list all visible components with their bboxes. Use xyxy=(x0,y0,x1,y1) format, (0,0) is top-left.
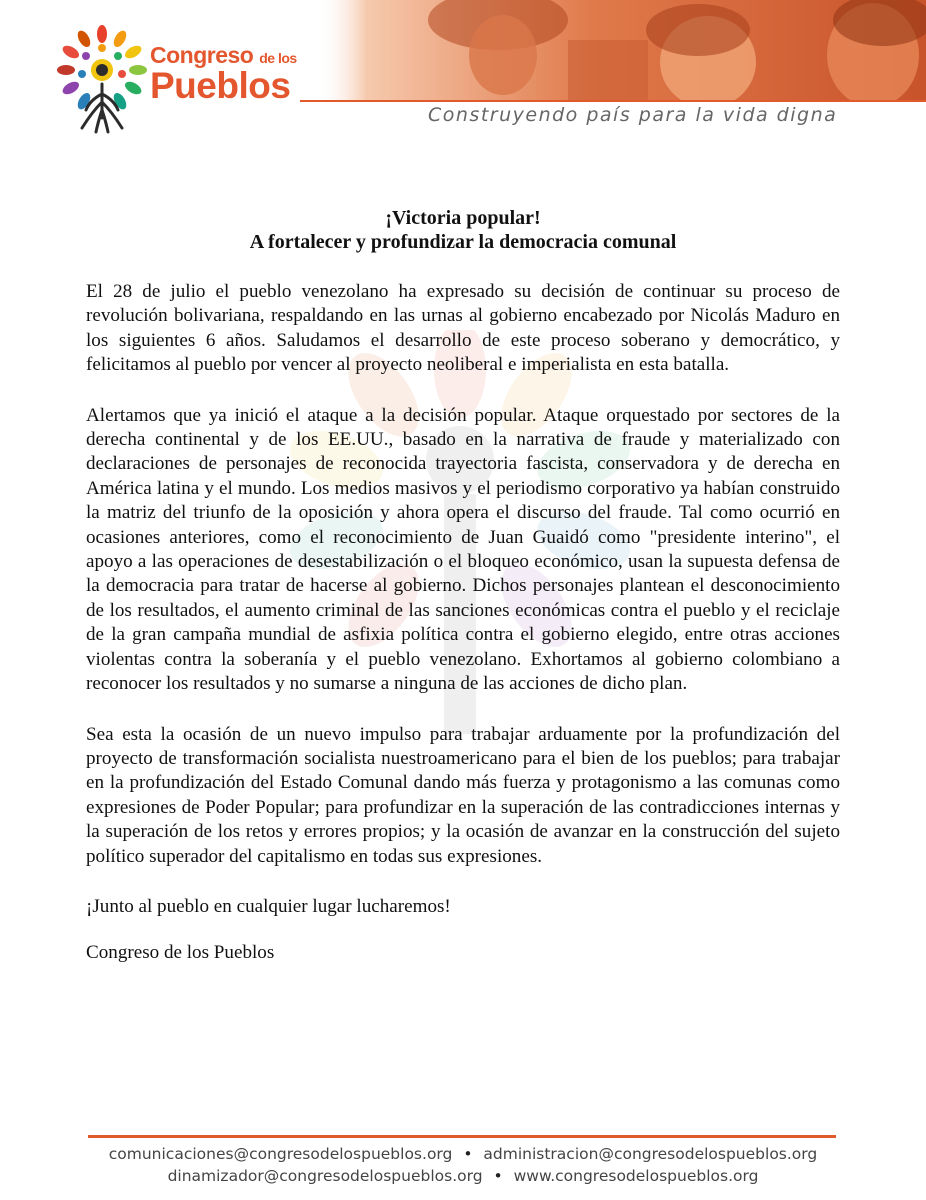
email-link[interactable]: administracion@congresodelospueblos.org xyxy=(483,1145,818,1163)
closing-line: ¡Junto al pueblo en cualquier lugar lucharemos! xyxy=(86,895,451,917)
footer-contacts xyxy=(0,1143,926,1187)
footer-rule xyxy=(88,1135,836,1138)
letter-body xyxy=(86,206,840,966)
separator: • xyxy=(463,1145,473,1163)
paragraph: Alertamos que ya inició el ataque a la decisión popular. Ataque orquestado por sectores de la derecha continental y de los EE.UU., basado en la narrativa de fraude y materializado con declaraciones de personajes de reconocida trayectoria fascista, conservadora y de derecha en América latina y el mundo. Los medios masivos y el periodismo corporativo ya habían construido la matriz del triunfo de la oposición y ahora opera el discurso del fraude. Tal como ocurrió en ocasiones anteriores, como el reconocimiento de Juan Guaidó como "presidente interino", el apoyo a las operaciones de desestabilización o el bloqueo económico, usan la supuesta defensa de la democracia para tratar de hacerse al gobierno. Dichos personajes plantean el desconocimiento de los resultados, el aumento criminal de las sanciones económicas contra el pueblo y el reciclaje de la gran campaña mundial de asfixia política contra el gobierno elegido, entre otras acciones violentas contra la soberanía y el pueblo venezolano. Exhortamos al gobierno colombiano a reconocer los resultados y no sumarse a ninguna de las acciones de dicho plan. xyxy=(86,404,840,695)
photo-banner-image xyxy=(318,0,926,100)
signature: Congreso de los Pueblos xyxy=(86,942,275,964)
logo-flower-icon xyxy=(52,18,152,136)
brand-small: de los xyxy=(259,50,297,66)
website-link[interactable]: www.congresodelospueblos.org xyxy=(513,1167,759,1185)
logo xyxy=(52,18,302,138)
email-link[interactable]: comunicaciones@congresodelospueblos.org xyxy=(108,1145,453,1163)
separator: • xyxy=(493,1167,503,1185)
title-line-2: A fortalecer y profundizar la democracia comunal xyxy=(249,231,677,253)
paragraph: El 28 de julio el pueblo venezolano ha expresado su decisión de continuar su proceso de revolución bolivariana, respaldando en las urnas al gobierno encabezado por Nicolás Maduro en los siguientes 6 años. Saludamos el desarrollo de este proceso soberano y democrático, y felicitamos al pueblo por vencer al proyecto neoliberal e imperialista en esta batalla. xyxy=(86,281,840,376)
title-line-1: ¡Victoria popular! xyxy=(385,207,541,229)
brand-top: Congreso xyxy=(150,42,254,68)
brand-bottom: Pueblos xyxy=(150,65,291,106)
letter-title xyxy=(86,206,840,254)
email-link[interactable]: dinamizador@congresodelospueblos.org xyxy=(167,1167,483,1185)
header-rule xyxy=(300,100,926,102)
paragraph: Sea esta la ocasión de un nuevo impulso para trabajar arduamente por la profundización del proyecto de transformación socialista nuestroamericano para el bien de los pueblos; para trabajar en la profundización del Estado Comunal dando más fuerza y protagonismo a las comunas como expresiones de Poder Popular; para profundizar en la superación de las contradicciones internas y la superación de los retos y errores propios; y la ocasión de avanzar en la construcción del sujeto político superador del capitalismo en todas sus expresiones. xyxy=(86,723,840,867)
brand-name xyxy=(150,42,297,106)
slogan: Construyendo país para la vida digna xyxy=(428,104,838,126)
letterhead xyxy=(0,0,926,140)
